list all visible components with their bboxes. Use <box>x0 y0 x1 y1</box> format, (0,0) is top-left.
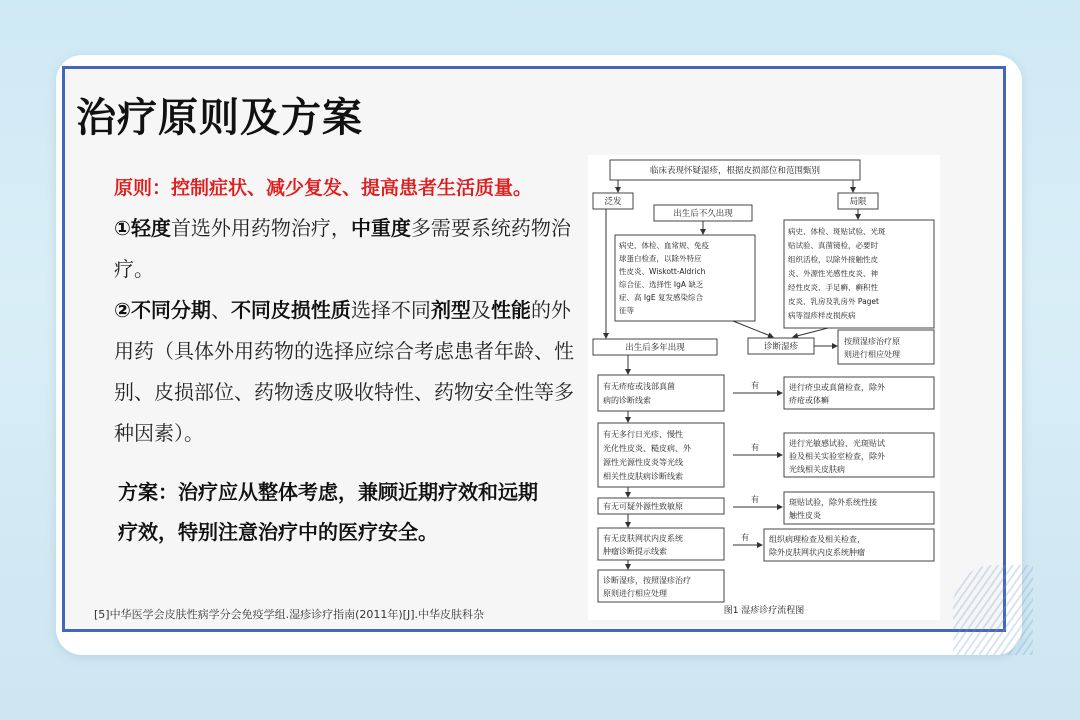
fc-caption: 图1 湿疹诊疗流程图 <box>723 606 805 616</box>
plan-text: 方案：治疗应从整体考虑，兼顾近期疗效和远期疗效，特别注意治疗中的医疗安全。 <box>118 480 538 544</box>
fc-yes-label-4: 有 <box>741 533 749 542</box>
reference-citation: [5]中华医学会皮肤性病学分会免疫学组.湿疹诊疗指南(2011年)[J].中华皮肤科杂 <box>94 608 484 621</box>
fc-diagnose-text: 诊断湿疹 <box>763 342 799 352</box>
flowchart-figure <box>588 155 940 620</box>
fc-a2-text: 进行光敏感试验、光斑贴试 验及相关实验室检查，除外 光线相关皮肤病 <box>789 439 885 474</box>
fc-local-tests-text: 病史、体检、斑贴试验、光斑 贴试验、真菌镜检，必要时 组织活检，以除外接触性皮 炎、外源性光感性皮炎、神 经性皮炎、手足癣、癣积性 皮炎、乳房及乳房外 Paget 病等湿疹样皮损疾病 <box>788 227 886 320</box>
fc-infant-tests-text: 病史、体检、血常规、免疫 球蛋白检查，以除外特应 性皮炎、Wiskott-Aldrich 综合征、选择性 IgA 缺乏 症、高 IgE 复发感染综合 征等 <box>619 241 709 315</box>
fc-a3-text: 斑贴试验，除外系统性接 触性皮炎 <box>789 498 877 520</box>
fc-yes-label-3: 有 <box>751 495 759 504</box>
fc-q1-text: 有无疥疮或浅部真菌 病的诊断线索 <box>603 382 675 405</box>
fc-q1-box <box>598 375 724 411</box>
fc-final-text: 诊断湿疹，按照湿疹治疗 原则进行相应处理 <box>603 576 691 598</box>
fc-yes-label-2: 有 <box>751 443 759 452</box>
fc-q3-text: 有无可疑外源性致敏原 <box>603 502 683 511</box>
decorative-pattern <box>953 565 1033 655</box>
fc-yes-label-1: 有 <box>751 381 759 390</box>
fc-later-onset-text: 出生后多年出现 <box>625 343 685 353</box>
body-text <box>114 208 574 454</box>
flowchart-svg <box>588 155 940 620</box>
point-one: ①轻度首选外用药物治疗，中重度多需要系统药物治疗。 <box>114 216 571 281</box>
fc-infant-onset-text: 出生后不久出现 <box>673 209 733 219</box>
fc-guideline-text: 按照湿疹治疗原 则进行相应处理 <box>844 337 900 359</box>
fc-q4-text: 有无皮肤网状内皮系统 肿瘤诊断提示线索 <box>603 534 683 556</box>
fc-q2-text: 有无多行日光疹、慢性 光化性皮炎、糙皮病、外 源性光源性皮炎等光线 相关性皮肤病诊断线索 <box>603 430 691 481</box>
fc-a1-text: 进行疥虫或真菌检查，除外 疥疮或体癣 <box>789 383 885 405</box>
fc-top-text: 临床表现怀疑湿疹，根据皮损部位和范围甄别 <box>649 166 821 176</box>
slide-title: 治疗原则及方案 <box>76 95 363 141</box>
fc-a4-text: 组织病理检查及相关检查， 除外皮肤网状内皮系统肿瘤 <box>769 535 865 557</box>
principle-line: 原则：控制症状、减少复发、提高患者生活质量。 <box>114 177 533 199</box>
point-two: ②不同分期、不同皮损性质选择不同剂型及性能的外用药（具体外用药物的选择应综合考虑患者年龄、性别、皮损部位、药物透皮吸收特性、药物安全性等多种因素）。 <box>114 298 574 445</box>
fc-widespread-text: 泛发 <box>604 197 622 207</box>
fc-localized-text: 局限 <box>849 197 867 207</box>
